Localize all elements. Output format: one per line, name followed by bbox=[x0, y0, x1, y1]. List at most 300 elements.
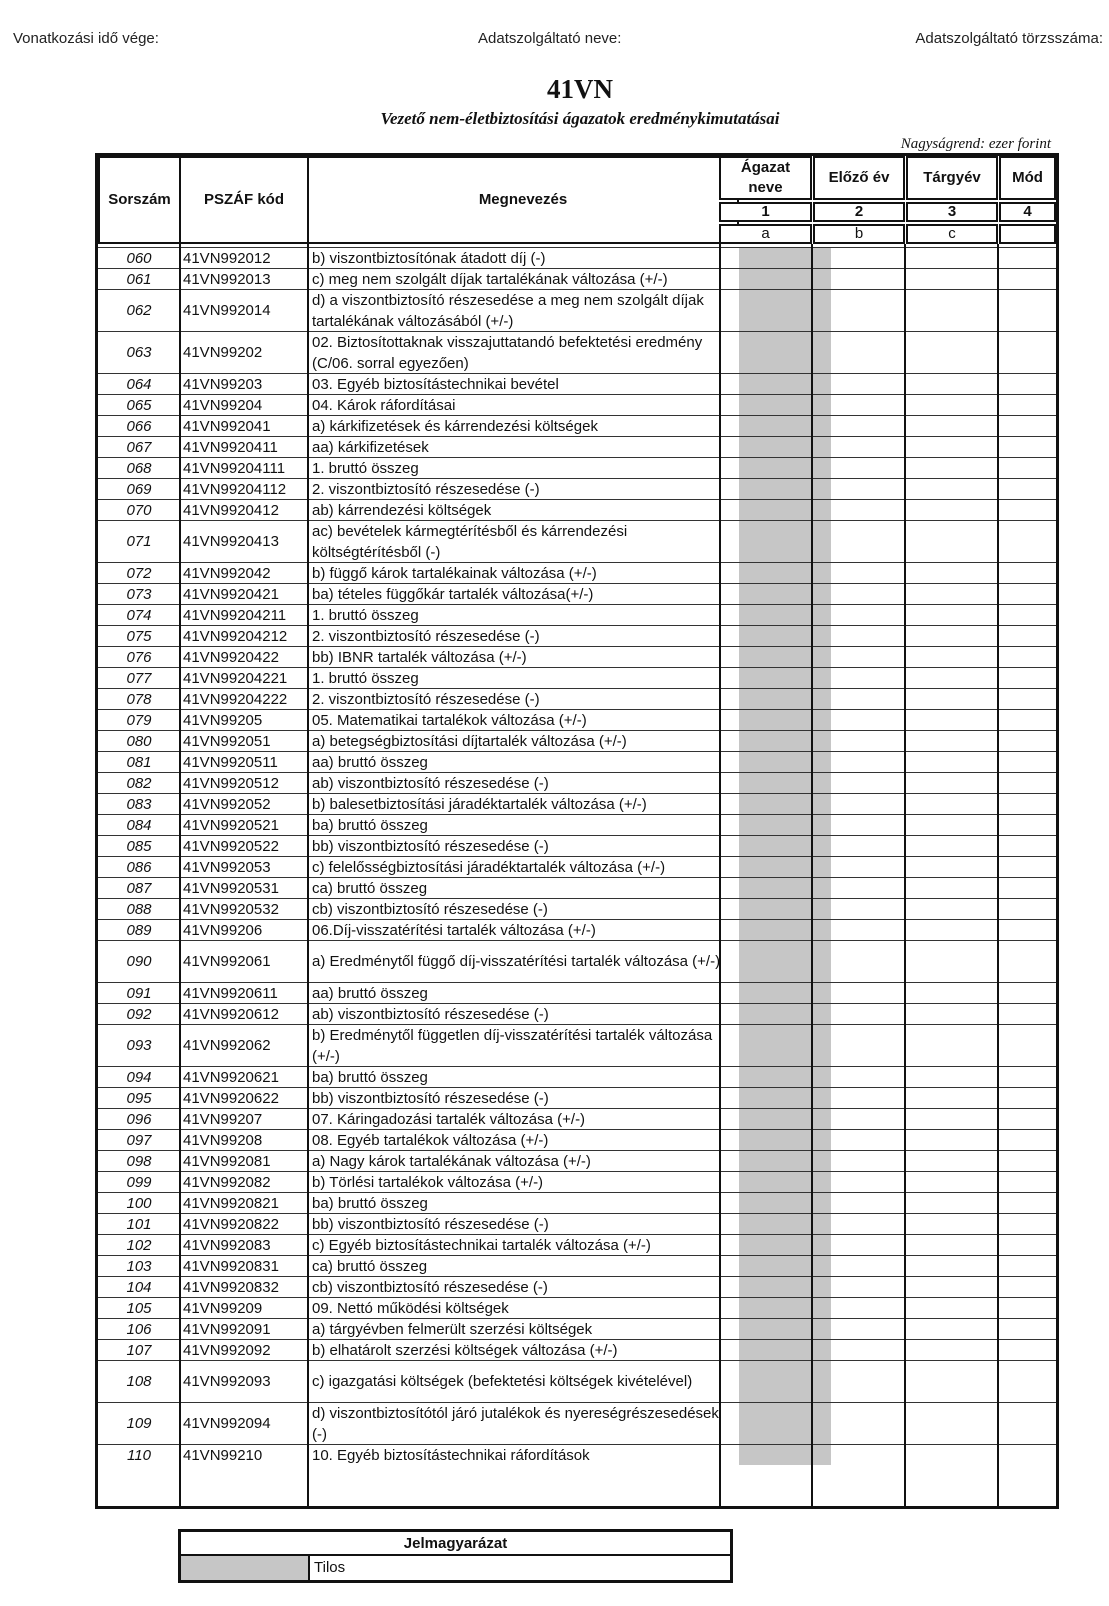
cell-mode[interactable] bbox=[1019, 668, 1056, 688]
cell-forbidden bbox=[739, 1151, 831, 1171]
table-row bbox=[98, 1108, 1056, 1129]
cell-current-year[interactable] bbox=[926, 374, 1017, 394]
cell-previous-year[interactable] bbox=[833, 1298, 924, 1318]
legend-label: Tilos bbox=[314, 1559, 346, 1576]
table-row bbox=[98, 331, 1056, 373]
row-name: 1. bruttó összeg bbox=[312, 459, 419, 477]
cell-forbidden bbox=[739, 815, 831, 835]
row-code: 41VN992062 bbox=[183, 1037, 271, 1054]
row-name: a) Eredménytől függő díj-visszatérítési tartalék változása (+/-) bbox=[312, 953, 721, 970]
cell-mode[interactable] bbox=[1019, 1319, 1056, 1339]
row-name: 1. bruttó összeg bbox=[312, 606, 419, 624]
row-name: c) Egyéb biztosítástechnikai tartalék változása (+/-) bbox=[312, 1236, 651, 1254]
cell-previous-year[interactable] bbox=[833, 605, 924, 625]
row-code: 41VN99204222 bbox=[183, 690, 288, 708]
cell-current-year[interactable] bbox=[926, 647, 1017, 667]
cell-forbidden bbox=[739, 1130, 831, 1150]
cell-previous-year[interactable] bbox=[833, 1004, 924, 1024]
row-number: 101 bbox=[126, 1215, 152, 1233]
table-row bbox=[98, 415, 1056, 436]
table-row bbox=[98, 730, 1056, 751]
row-number: 065 bbox=[126, 396, 152, 414]
cell-previous-year[interactable] bbox=[833, 668, 924, 688]
row-name: 06.Díj-visszatérítési tartalék változása (+/-) bbox=[312, 921, 596, 939]
cell-current-year[interactable] bbox=[926, 815, 1017, 835]
cell-mode[interactable] bbox=[1019, 689, 1056, 709]
row-number: 108 bbox=[126, 1373, 152, 1390]
cell-mode[interactable] bbox=[1019, 1340, 1056, 1360]
row-number: 098 bbox=[126, 1152, 152, 1170]
cell-mode[interactable] bbox=[1019, 605, 1056, 625]
column-letter: c bbox=[906, 224, 998, 244]
cell-previous-year[interactable] bbox=[833, 395, 924, 415]
table-row bbox=[98, 856, 1056, 877]
row-code: 41VN9920512 bbox=[183, 774, 279, 792]
cell-forbidden bbox=[739, 1319, 831, 1339]
table-row bbox=[98, 394, 1056, 415]
cell-previous-year[interactable] bbox=[833, 1109, 924, 1129]
cell-previous-year[interactable] bbox=[833, 248, 924, 268]
cell-previous-year[interactable] bbox=[833, 920, 924, 940]
cell-previous-year[interactable] bbox=[833, 752, 924, 772]
cell-mode[interactable] bbox=[1019, 752, 1056, 772]
cell-previous-year[interactable] bbox=[833, 416, 924, 436]
cell-previous-year[interactable] bbox=[833, 1256, 924, 1276]
row-number: 105 bbox=[126, 1299, 152, 1317]
cell-forbidden bbox=[739, 269, 831, 289]
row-name: 07. Káringadozási tartalék változása (+/-) bbox=[312, 1110, 586, 1128]
cell-current-year[interactable] bbox=[926, 1235, 1017, 1255]
cell-mode[interactable] bbox=[1019, 710, 1056, 730]
row-name: a) Nagy károk tartalékának változása (+/-) bbox=[312, 1152, 591, 1170]
cell-mode[interactable] bbox=[1019, 647, 1056, 667]
table-row bbox=[98, 877, 1056, 898]
cell-previous-year[interactable] bbox=[833, 857, 924, 877]
cell-previous-year[interactable] bbox=[833, 836, 924, 856]
cell-previous-year[interactable] bbox=[833, 941, 924, 982]
cell-mode[interactable] bbox=[1019, 374, 1056, 394]
cell-mode[interactable] bbox=[1019, 395, 1056, 415]
cell-mode[interactable] bbox=[1019, 269, 1056, 289]
cell-previous-year[interactable] bbox=[833, 1403, 924, 1444]
cell-previous-year[interactable] bbox=[833, 1319, 924, 1339]
cell-previous-year[interactable] bbox=[833, 731, 924, 751]
cell-forbidden bbox=[739, 773, 831, 793]
row-name: a) kárkifizetések és kárrendezési költségek bbox=[312, 417, 598, 435]
table-row bbox=[98, 583, 1056, 604]
row-number: 073 bbox=[126, 585, 152, 603]
cell-mode[interactable] bbox=[1019, 290, 1056, 331]
column-number: 2 bbox=[813, 202, 905, 222]
column-header-mod: Mód bbox=[999, 156, 1056, 200]
cell-current-year[interactable] bbox=[926, 836, 1017, 856]
row-code: 41VN9920821 bbox=[183, 1194, 279, 1212]
cell-mode[interactable] bbox=[1019, 1067, 1056, 1087]
column-divider bbox=[307, 244, 309, 1506]
table-row bbox=[98, 436, 1056, 457]
row-name: bb) viszontbiztosító részesedése (-) bbox=[312, 1215, 549, 1233]
row-code: 41VN99204111 bbox=[183, 459, 286, 477]
row-code: 41VN992012 bbox=[183, 249, 271, 267]
cell-previous-year[interactable] bbox=[833, 1193, 924, 1213]
cell-current-year[interactable] bbox=[926, 1109, 1017, 1129]
cell-current-year[interactable] bbox=[926, 1025, 1017, 1066]
row-name: b) elhatárolt szerzési költségek változása (+/-) bbox=[312, 1341, 618, 1359]
cell-mode[interactable] bbox=[1019, 521, 1056, 562]
cell-mode[interactable] bbox=[1019, 815, 1056, 835]
cell-previous-year[interactable] bbox=[833, 584, 924, 604]
row-name: aa) bruttó összeg bbox=[312, 984, 428, 1002]
cell-forbidden bbox=[739, 416, 831, 436]
row-code: 41VN9920822 bbox=[183, 1215, 279, 1233]
table-row bbox=[98, 1192, 1056, 1213]
column-number: 1 bbox=[719, 202, 812, 222]
cell-forbidden bbox=[739, 983, 831, 1003]
cell-mode[interactable] bbox=[1019, 1172, 1056, 1192]
cell-current-year[interactable] bbox=[926, 332, 1017, 373]
cell-mode[interactable] bbox=[1019, 773, 1056, 793]
cell-mode[interactable] bbox=[1019, 731, 1056, 751]
row-code: 41VN9920422 bbox=[183, 648, 279, 666]
row-number: 081 bbox=[126, 753, 152, 771]
cell-mode[interactable] bbox=[1019, 899, 1056, 919]
cell-previous-year[interactable] bbox=[833, 374, 924, 394]
form-code: 41VN bbox=[547, 74, 613, 104]
cell-previous-year[interactable] bbox=[833, 290, 924, 331]
cell-current-year[interactable] bbox=[926, 857, 1017, 877]
row-name: a) betegségbiztosítási díjtartalék változása (+/-) bbox=[312, 732, 627, 750]
table-row bbox=[98, 772, 1056, 793]
cell-previous-year[interactable] bbox=[833, 647, 924, 667]
cell-mode[interactable] bbox=[1019, 1235, 1056, 1255]
column-header-elozo-ev: Előző év bbox=[813, 156, 905, 200]
cell-mode[interactable] bbox=[1019, 857, 1056, 877]
column-number: 3 bbox=[906, 202, 998, 222]
table-row bbox=[98, 1129, 1056, 1150]
cell-mode[interactable] bbox=[1019, 626, 1056, 646]
row-code: 41VN992093 bbox=[183, 1373, 271, 1390]
cell-mode[interactable] bbox=[1019, 1004, 1056, 1024]
row-number: 077 bbox=[126, 669, 152, 687]
cell-current-year[interactable] bbox=[926, 1004, 1017, 1024]
cell-mode[interactable] bbox=[1019, 248, 1056, 268]
cell-previous-year[interactable] bbox=[833, 1361, 924, 1402]
table-row bbox=[98, 1297, 1056, 1318]
row-code: 41VN992061 bbox=[183, 953, 271, 970]
row-name: ba) bruttó összeg bbox=[312, 1194, 428, 1212]
cell-mode[interactable] bbox=[1019, 1151, 1056, 1171]
cell-mode[interactable] bbox=[1019, 941, 1056, 982]
cell-mode[interactable] bbox=[1019, 500, 1056, 520]
cell-forbidden bbox=[739, 290, 831, 331]
table-row bbox=[98, 1276, 1056, 1297]
cell-previous-year[interactable] bbox=[833, 815, 924, 835]
cell-current-year[interactable] bbox=[926, 416, 1017, 436]
row-number: 082 bbox=[126, 774, 152, 792]
table-row bbox=[98, 1003, 1056, 1024]
cell-current-year[interactable] bbox=[926, 941, 1017, 982]
row-name: 04. Károk ráfordításai bbox=[312, 396, 456, 414]
cell-current-year[interactable] bbox=[926, 290, 1017, 331]
cell-mode[interactable] bbox=[1019, 1256, 1056, 1276]
reference-period-label: Vonatkozási idő vége: bbox=[13, 30, 159, 47]
row-number: 110 bbox=[127, 1446, 151, 1464]
cell-forbidden bbox=[739, 752, 831, 772]
row-name: b) viszontbiztosítónak átadott díj (-) bbox=[312, 249, 546, 267]
cell-current-year[interactable] bbox=[926, 395, 1017, 415]
row-code: 41VN9920831 bbox=[183, 1257, 279, 1275]
table-row bbox=[98, 709, 1056, 730]
row-number: 067 bbox=[126, 438, 152, 456]
cell-current-year[interactable] bbox=[926, 1067, 1017, 1087]
cell-current-year[interactable] bbox=[926, 269, 1017, 289]
row-number: 092 bbox=[126, 1005, 152, 1023]
cell-previous-year[interactable] bbox=[833, 1340, 924, 1360]
table-row bbox=[98, 919, 1056, 940]
cell-previous-year[interactable] bbox=[833, 521, 924, 562]
cell-current-year[interactable] bbox=[926, 1130, 1017, 1150]
row-number: 066 bbox=[126, 417, 152, 435]
cell-current-year[interactable] bbox=[926, 479, 1017, 499]
table-row bbox=[98, 688, 1056, 709]
column-letter bbox=[999, 224, 1056, 244]
cell-forbidden bbox=[739, 1025, 831, 1066]
cell-current-year[interactable] bbox=[926, 920, 1017, 940]
cell-previous-year[interactable] bbox=[833, 1235, 924, 1255]
cell-mode[interactable] bbox=[1019, 794, 1056, 814]
cell-previous-year[interactable] bbox=[833, 1130, 924, 1150]
cell-current-year[interactable] bbox=[926, 1445, 1017, 1465]
cell-previous-year[interactable] bbox=[833, 332, 924, 373]
cell-previous-year[interactable] bbox=[833, 500, 924, 520]
cell-current-year[interactable] bbox=[926, 521, 1017, 562]
cell-current-year[interactable] bbox=[926, 899, 1017, 919]
cell-current-year[interactable] bbox=[926, 689, 1017, 709]
row-number: 061 bbox=[126, 270, 152, 288]
cell-current-year[interactable] bbox=[926, 983, 1017, 1003]
row-code: 41VN9920521 bbox=[183, 816, 279, 834]
cell-mode[interactable] bbox=[1019, 1298, 1056, 1318]
cell-previous-year[interactable] bbox=[833, 1172, 924, 1192]
cell-current-year[interactable] bbox=[926, 1088, 1017, 1108]
cell-mode[interactable] bbox=[1019, 1088, 1056, 1108]
row-number: 078 bbox=[126, 690, 152, 708]
column-header-sorszam: Sorszám bbox=[98, 156, 181, 244]
cell-mode[interactable] bbox=[1019, 1361, 1056, 1402]
cell-mode[interactable] bbox=[1019, 1277, 1056, 1297]
table-row bbox=[98, 499, 1056, 520]
cell-mode[interactable] bbox=[1019, 1214, 1056, 1234]
cell-previous-year[interactable] bbox=[833, 1214, 924, 1234]
table-row bbox=[98, 604, 1056, 625]
cell-mode[interactable] bbox=[1019, 1445, 1056, 1465]
cell-mode[interactable] bbox=[1019, 878, 1056, 898]
row-code: 41VN992013 bbox=[183, 270, 271, 288]
table-row bbox=[98, 1024, 1056, 1066]
cell-forbidden bbox=[739, 1361, 831, 1402]
cell-mode[interactable] bbox=[1019, 1130, 1056, 1150]
cell-previous-year[interactable] bbox=[833, 269, 924, 289]
column-header-targyev: Tárgyév bbox=[906, 156, 998, 200]
cell-current-year[interactable] bbox=[926, 248, 1017, 268]
cell-mode[interactable] bbox=[1019, 584, 1056, 604]
row-number: 087 bbox=[126, 879, 152, 897]
cell-current-year[interactable] bbox=[926, 1298, 1017, 1318]
cell-previous-year[interactable] bbox=[833, 794, 924, 814]
row-code: 41VN99204212 bbox=[183, 627, 288, 645]
row-name: b) balesetbiztosítási járadéktartalék változása (+/-) bbox=[312, 795, 647, 813]
row-code: 41VN992041 bbox=[183, 417, 271, 435]
cell-mode[interactable] bbox=[1019, 1109, 1056, 1129]
row-number: 069 bbox=[126, 480, 152, 498]
cell-previous-year[interactable] bbox=[833, 1025, 924, 1066]
cell-forbidden bbox=[739, 248, 831, 268]
cell-forbidden bbox=[739, 1004, 831, 1024]
cell-forbidden bbox=[739, 1172, 831, 1192]
row-name: c) felelősségbiztosítási járadéktartalék változása (+/-) bbox=[312, 858, 666, 876]
cell-current-year[interactable] bbox=[926, 437, 1017, 457]
row-name: bb) viszontbiztosító részesedése (-) bbox=[312, 1089, 549, 1107]
cell-forbidden bbox=[739, 794, 831, 814]
table-row bbox=[98, 646, 1056, 667]
cell-mode[interactable] bbox=[1019, 563, 1056, 583]
cell-previous-year[interactable] bbox=[833, 1151, 924, 1171]
table-row bbox=[98, 940, 1056, 982]
cell-current-year[interactable] bbox=[926, 752, 1017, 772]
cell-current-year[interactable] bbox=[926, 1277, 1017, 1297]
cell-current-year[interactable] bbox=[926, 1193, 1017, 1213]
cell-previous-year[interactable] bbox=[833, 479, 924, 499]
cell-current-year[interactable] bbox=[926, 500, 1017, 520]
row-number: 075 bbox=[126, 627, 152, 645]
cell-current-year[interactable] bbox=[926, 794, 1017, 814]
cell-previous-year[interactable] bbox=[833, 1088, 924, 1108]
row-number: 083 bbox=[126, 795, 152, 813]
cell-current-year[interactable] bbox=[926, 878, 1017, 898]
cell-previous-year[interactable] bbox=[833, 458, 924, 478]
row-code: 41VN992051 bbox=[183, 732, 271, 750]
table-row bbox=[98, 247, 1056, 268]
cell-forbidden bbox=[739, 710, 831, 730]
cell-previous-year[interactable] bbox=[833, 689, 924, 709]
legend-title: Jelmagyarázat bbox=[181, 1532, 730, 1556]
cell-current-year[interactable] bbox=[926, 731, 1017, 751]
cell-previous-year[interactable] bbox=[833, 1277, 924, 1297]
row-number: 107 bbox=[126, 1341, 152, 1359]
row-number: 103 bbox=[126, 1257, 152, 1275]
row-name: b) függő károk tartalékainak változása (+/-) bbox=[312, 564, 597, 582]
cell-current-year[interactable] bbox=[926, 773, 1017, 793]
cell-mode[interactable] bbox=[1019, 920, 1056, 940]
cell-mode[interactable] bbox=[1019, 416, 1056, 436]
table-row bbox=[98, 1234, 1056, 1255]
cell-previous-year[interactable] bbox=[833, 878, 924, 898]
row-number: 102 bbox=[126, 1236, 152, 1254]
row-name: cb) viszontbiztosító részesedése (-) bbox=[312, 900, 548, 918]
table-row bbox=[98, 751, 1056, 772]
cell-current-year[interactable] bbox=[926, 1403, 1017, 1444]
cell-current-year[interactable] bbox=[926, 1361, 1017, 1402]
table-row bbox=[98, 793, 1056, 814]
cell-previous-year[interactable] bbox=[833, 710, 924, 730]
column-header-kod: PSZÁF kód bbox=[179, 156, 309, 244]
cell-current-year[interactable] bbox=[926, 1340, 1017, 1360]
cell-current-year[interactable] bbox=[926, 584, 1017, 604]
cell-current-year[interactable] bbox=[926, 1256, 1017, 1276]
cell-current-year[interactable] bbox=[926, 1172, 1017, 1192]
cell-mode[interactable] bbox=[1019, 983, 1056, 1003]
cell-current-year[interactable] bbox=[926, 1319, 1017, 1339]
cell-previous-year[interactable] bbox=[833, 1067, 924, 1087]
cell-mode[interactable] bbox=[1019, 836, 1056, 856]
table-row bbox=[98, 268, 1056, 289]
cell-previous-year[interactable] bbox=[833, 773, 924, 793]
cell-previous-year[interactable] bbox=[833, 1445, 924, 1465]
row-code: 41VN99205 bbox=[183, 711, 263, 729]
row-name: ac) bevételek kármegtérítésből és kárrendezési költségtérítésből (-) bbox=[312, 522, 628, 561]
cell-forbidden bbox=[739, 1088, 831, 1108]
row-code: 41VN992082 bbox=[183, 1173, 271, 1191]
cell-current-year[interactable] bbox=[926, 605, 1017, 625]
table-row bbox=[98, 898, 1056, 919]
cell-mode[interactable] bbox=[1019, 1403, 1056, 1444]
table-row bbox=[98, 1087, 1056, 1108]
row-code: 41VN99209 bbox=[183, 1299, 263, 1317]
cell-mode[interactable] bbox=[1019, 332, 1056, 373]
cell-forbidden bbox=[739, 920, 831, 940]
cell-current-year[interactable] bbox=[926, 710, 1017, 730]
cell-previous-year[interactable] bbox=[833, 563, 924, 583]
row-code: 41VN99204 bbox=[183, 396, 263, 414]
cell-previous-year[interactable] bbox=[833, 899, 924, 919]
cell-forbidden bbox=[739, 1445, 831, 1465]
provider-id-label: Adatszolgáltató törzsszáma: bbox=[915, 30, 1103, 47]
row-code: 41VN99204211 bbox=[183, 606, 287, 624]
table-row bbox=[98, 667, 1056, 688]
row-number: 089 bbox=[126, 921, 152, 939]
row-number: 063 bbox=[126, 344, 152, 361]
cell-previous-year[interactable] bbox=[833, 437, 924, 457]
legend-box bbox=[178, 1529, 733, 1583]
table-row bbox=[98, 1171, 1056, 1192]
cell-mode[interactable] bbox=[1019, 437, 1056, 457]
row-code: 41VN992083 bbox=[183, 1236, 271, 1254]
cell-current-year[interactable] bbox=[926, 1151, 1017, 1171]
cell-current-year[interactable] bbox=[926, 668, 1017, 688]
cell-mode[interactable] bbox=[1019, 458, 1056, 478]
cell-mode[interactable] bbox=[1019, 1193, 1056, 1213]
row-name: aa) bruttó összeg bbox=[312, 753, 428, 771]
cell-current-year[interactable] bbox=[926, 1214, 1017, 1234]
table-row bbox=[98, 1213, 1056, 1234]
row-number: 086 bbox=[126, 858, 152, 876]
cell-previous-year[interactable] bbox=[833, 626, 924, 646]
row-number: 072 bbox=[126, 564, 152, 582]
cell-current-year[interactable] bbox=[926, 458, 1017, 478]
cell-previous-year[interactable] bbox=[833, 983, 924, 1003]
cell-current-year[interactable] bbox=[926, 626, 1017, 646]
row-name: 10. Egyéb biztosítástechnikai ráfordítások bbox=[312, 1446, 590, 1464]
row-code: 41VN992052 bbox=[183, 795, 271, 813]
row-name: d) viszontbiztosítótól járó jutalékok és nyereségrészesedések (-) bbox=[312, 1404, 719, 1443]
row-code: 41VN99206 bbox=[183, 921, 263, 939]
cell-current-year[interactable] bbox=[926, 563, 1017, 583]
cell-forbidden bbox=[739, 1214, 831, 1234]
row-name: ab) viszontbiztosító részesedése (-) bbox=[312, 774, 549, 792]
cell-mode[interactable] bbox=[1019, 479, 1056, 499]
table-row bbox=[98, 457, 1056, 478]
cell-mode[interactable] bbox=[1019, 1025, 1056, 1066]
